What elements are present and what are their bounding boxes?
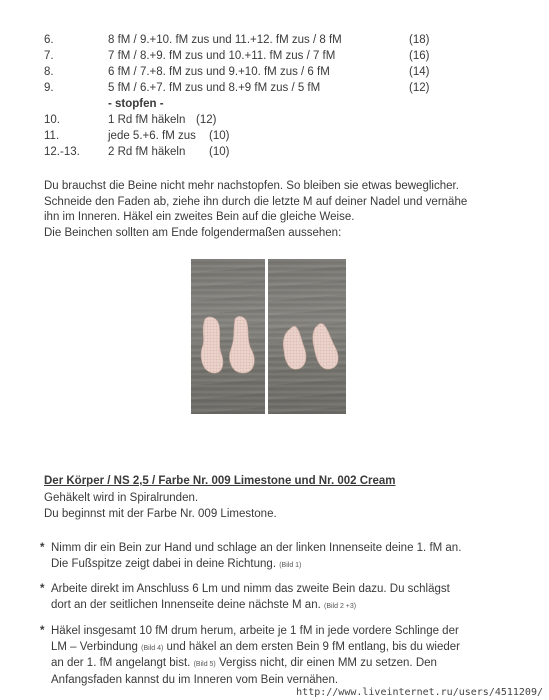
row-number: 6.: [44, 34, 54, 46]
bullet-text: Die Fußspitze zeigt dabei in deine Richtung.: [51, 557, 277, 570]
image-reference: (Bild 2 +3): [324, 602, 357, 610]
row-text: 2 Rd fM häkeln: [108, 146, 186, 158]
row-count: (10): [209, 130, 230, 142]
intro-line: Die Beinchen sollten am Ende folgendermaßen aussehen:: [44, 226, 342, 239]
row-text: - stopfen -: [108, 98, 164, 110]
row-count: (14): [409, 66, 430, 78]
image-reference: (Bild 5): [193, 661, 216, 668]
bullet-line: [51, 640, 460, 657]
crochet-legs-image: [268, 259, 346, 414]
bullet-text: LM – Verbindung: [51, 640, 138, 653]
bullet-line: [51, 541, 461, 557]
row-number: 8.: [44, 66, 54, 78]
bullet-text: Nimm dir ein Bein zur Hand und schlage an der linken Innenseite deine 1. fM an.: [51, 542, 462, 554]
image-reference: (Bild 1): [279, 561, 302, 569]
row-number: 10.: [44, 114, 60, 126]
row-count: (12): [196, 114, 217, 126]
bullet-text: Vergiss nicht, dir einen MM zu setzen. Den: [215, 657, 437, 669]
row-number: 11.: [44, 130, 60, 142]
photo-legs-right: [268, 259, 346, 414]
bullet-line: [51, 673, 460, 689]
section-intro: [44, 491, 514, 522]
row-count: (12): [409, 82, 430, 94]
row-number: 12.-13.: [44, 146, 80, 158]
bullet-line: [51, 656, 460, 673]
row-text: 6 fM / 7.+8. fM zus und 9.+10. fM zus / 6 fM: [108, 66, 330, 78]
section-heading: Der Körper / NS 2,5 / Farbe Nr. 009 Limestone und Nr. 002 Cream: [44, 475, 396, 487]
bullet-text: Anfangsfaden kannst du im Inneren vom Bein vernähen.: [51, 673, 339, 686]
crochet-legs-image: [191, 259, 265, 414]
row-count: (10): [209, 146, 230, 158]
row-number: 9.: [44, 82, 54, 94]
row-count: (16): [409, 50, 430, 62]
bullet-text: und häkel an dem ersten Bein 9 fM entlang, bis du wieder: [163, 640, 460, 653]
row-text: 7 fM / 8.+9. fM zus und 10.+11. fM zus / 7 fM: [108, 50, 336, 62]
row-text: 8 fM / 9.+10. fM zus und 11.+12. fM zus / 8 fM: [108, 34, 342, 46]
image-reference: (Bild 4): [141, 644, 164, 652]
intro-line: ihn im Inneren. Häkel ein zweites Bein auf die gleiche Weise.: [44, 211, 355, 223]
row-text: jede 5.+6. fM zus: [108, 130, 196, 142]
intro-line: Du brauchst die Beine nicht mehr nachstopfen. So bleiben sie etwas beweglicher.: [44, 180, 459, 192]
intro-paragraph: [44, 179, 514, 241]
bullet-line: [51, 598, 450, 615]
row-text: 1 Rd fM häkeln: [108, 114, 186, 126]
row-number: 7.: [44, 50, 54, 62]
bullet-star: *: [40, 542, 45, 554]
row-text: 5 fM / 6.+7. fM zus und 8.+9 fM zus / 5 fM: [108, 82, 321, 94]
bullet-line: [51, 624, 460, 640]
bullet-text: Arbeite direkt im Anschluss 6 Lm und nimm das zweite Bein dazu. Du schlägst: [51, 583, 450, 595]
bullet-star: *: [40, 625, 45, 637]
bullet-text: dort an der seitlichen Innenseite deine nächste M an.: [51, 598, 321, 611]
bullet-text: Häkel insgesamt 10 fM drum herum, arbeite je 1 fM in jede vordere Schlinge der: [51, 625, 459, 637]
bullet-star: *: [40, 583, 45, 595]
photo-legs-left: [191, 259, 265, 414]
section-line: Gehäkelt wird in Spiralrunden.: [44, 492, 199, 504]
row-count: (18): [409, 34, 430, 46]
source-url: http://www.liveinternet.ru/users/4511209/: [296, 687, 543, 698]
bullet-line: [51, 582, 450, 598]
bullet-text: an der 1. fM angelangt bist.: [51, 657, 191, 669]
intro-line: Schneide den Faden ab, ziehe ihn durch die letzte M auf deiner Nadel und vernähe: [44, 195, 468, 208]
bullet-line: [51, 557, 461, 574]
section-line: Du beginnst mit der Farbe Nr. 009 Limestone.: [44, 507, 277, 520]
